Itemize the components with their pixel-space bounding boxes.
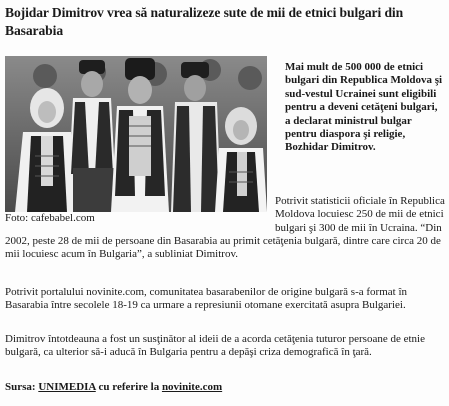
paragraph-community: Potrivit portalului novinite.com, comunitatea basarabenilor de origine bulgară s-a format în Basarabia între secolele 18-19 ca urmare a represiunii otomane exercitată asupra Bulgariei.	[5, 286, 407, 312]
paragraph-statistics-text: Potrivit statisticii oficiale în Republica Moldova locuiesc 250 de mii de etnici bulgari şi 300 de mii în Ucraina. “Din 2002, peste 28 de mii de persoane din Basarabia au primit cetăţenia bulgară, dintre care circa 20 de mii locuiesc acum în Bulgaria”, a subliniat Dimitrov.	[5, 195, 445, 261]
paragraph-dimitrov-position: Dimitrov întotdeauna a fost un susţinător al ideii de a acorda cetăţenia tuturor persoane de etnie bulgară, ca ulterior să-i aducă în Bulgaria pentru a depăşi criza demografică în ţară.	[5, 333, 425, 359]
source-site-link[interactable]: novinite.com	[161, 381, 223, 393]
paragraph-statistics	[5, 195, 445, 261]
photo-wrap-spacer	[5, 195, 275, 234]
article-headline: Bojidar Dimitrov vrea să naturalizeze sute de mii de etnici bulgari din Basarabia	[5, 5, 404, 38]
source-agency-link[interactable]: UNIMEDIA	[38, 381, 96, 393]
photo-caption: Foto: cafebabel.com	[5, 212, 95, 224]
source-prefix: Sursa:	[5, 381, 39, 393]
article-source	[5, 380, 222, 394]
source-middle: cu referire la	[95, 381, 162, 393]
article-photo	[5, 56, 267, 212]
article-lead: Mai mult de 500 000 de etnici bulgari din Republica Moldova şi sud-vestul Ucrainei sunt eligibili pentru a deveni cetăţeni bulgari, a declarat ministrul bulgar pentru diaspora şi religie, Bozhidar Dimitrov.	[285, 61, 443, 154]
folk-costume-group-photo	[5, 56, 267, 212]
